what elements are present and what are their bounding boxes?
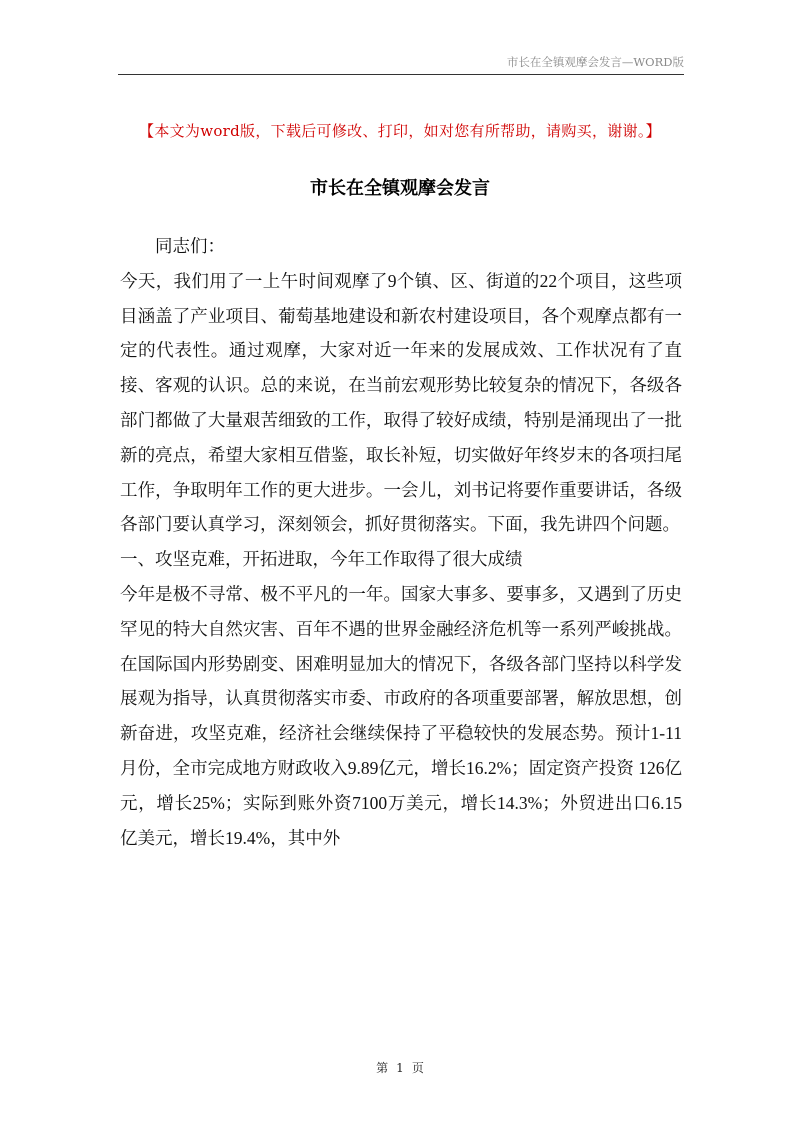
document-title: 市长在全镇观摩会发言 (310, 178, 490, 199)
footer-prefix: 第 (376, 1061, 389, 1075)
greeting-paragraph: 同志们： (155, 236, 225, 256)
page-footer (0, 1059, 800, 1076)
section-paragraph: 今年是极不寻常、极不平凡的一年。国家大事多、要事多，又遇到了历史罕见的特大自然灾害、百年不遇的世界金融经济危机等一系列严峻挑战。在国际国内形势剧变、困难明显加大的情况下，各级各部门坚持以科学发展观为指导，认真贯彻落实市委、市政府的各项重要部署，解放思想，创新奋进，攻坚克难，经济社会继续保持了平稳较快的发展态势。预计1-11月份，全市完成地方财政收入9.89亿元，增长16.2%；固定资产投资 126亿元，增长25%；实际到账外资7100万美元，增长14.3%；外贸进出口6.15亿美元，增长19.4%，其中外 (120, 583, 682, 848)
purchase-notice: 【本文为word版，下载后可修改、打印，如对您有所帮助，请购买，谢谢。】 (139, 122, 661, 140)
header-text: 市长在全镇观摩会发言—WORD版 (506, 55, 684, 69)
document-body (120, 229, 682, 855)
section-heading: 一、攻坚克难，开拓进取，今年工作取得了很大成绩 (120, 549, 523, 570)
page-header (118, 52, 684, 75)
intro-paragraph: 今天，我们用了一上午时间观摩了9个镇、区、街道的22个项目，这些项目涵盖了产业项目、葡萄基地建设和新农村建设项目，各个观摩点都有一定的代表性。通过观摩，大家对近一年来的发展成效、工作状况有了直接、客观的认识。总的来说，在当前宏观形势比较复杂的情况下，各级各部门都做了大量艰苦细致的工作，取得了较好成绩，特别是涌现出了一批新的亮点，希望大家相互借鉴，取长补短，切实做好年终岁末的各项扫尾工作，争取明年工作的更大进步。一会儿，刘书记将要作重要讲话，各级各部门要认真学习，深刻领会，抓好贯彻落实。下面，我先讲四个问题。 (120, 270, 682, 535)
footer-suffix: 页 (411, 1061, 424, 1075)
page-number: 1 (396, 1061, 404, 1075)
